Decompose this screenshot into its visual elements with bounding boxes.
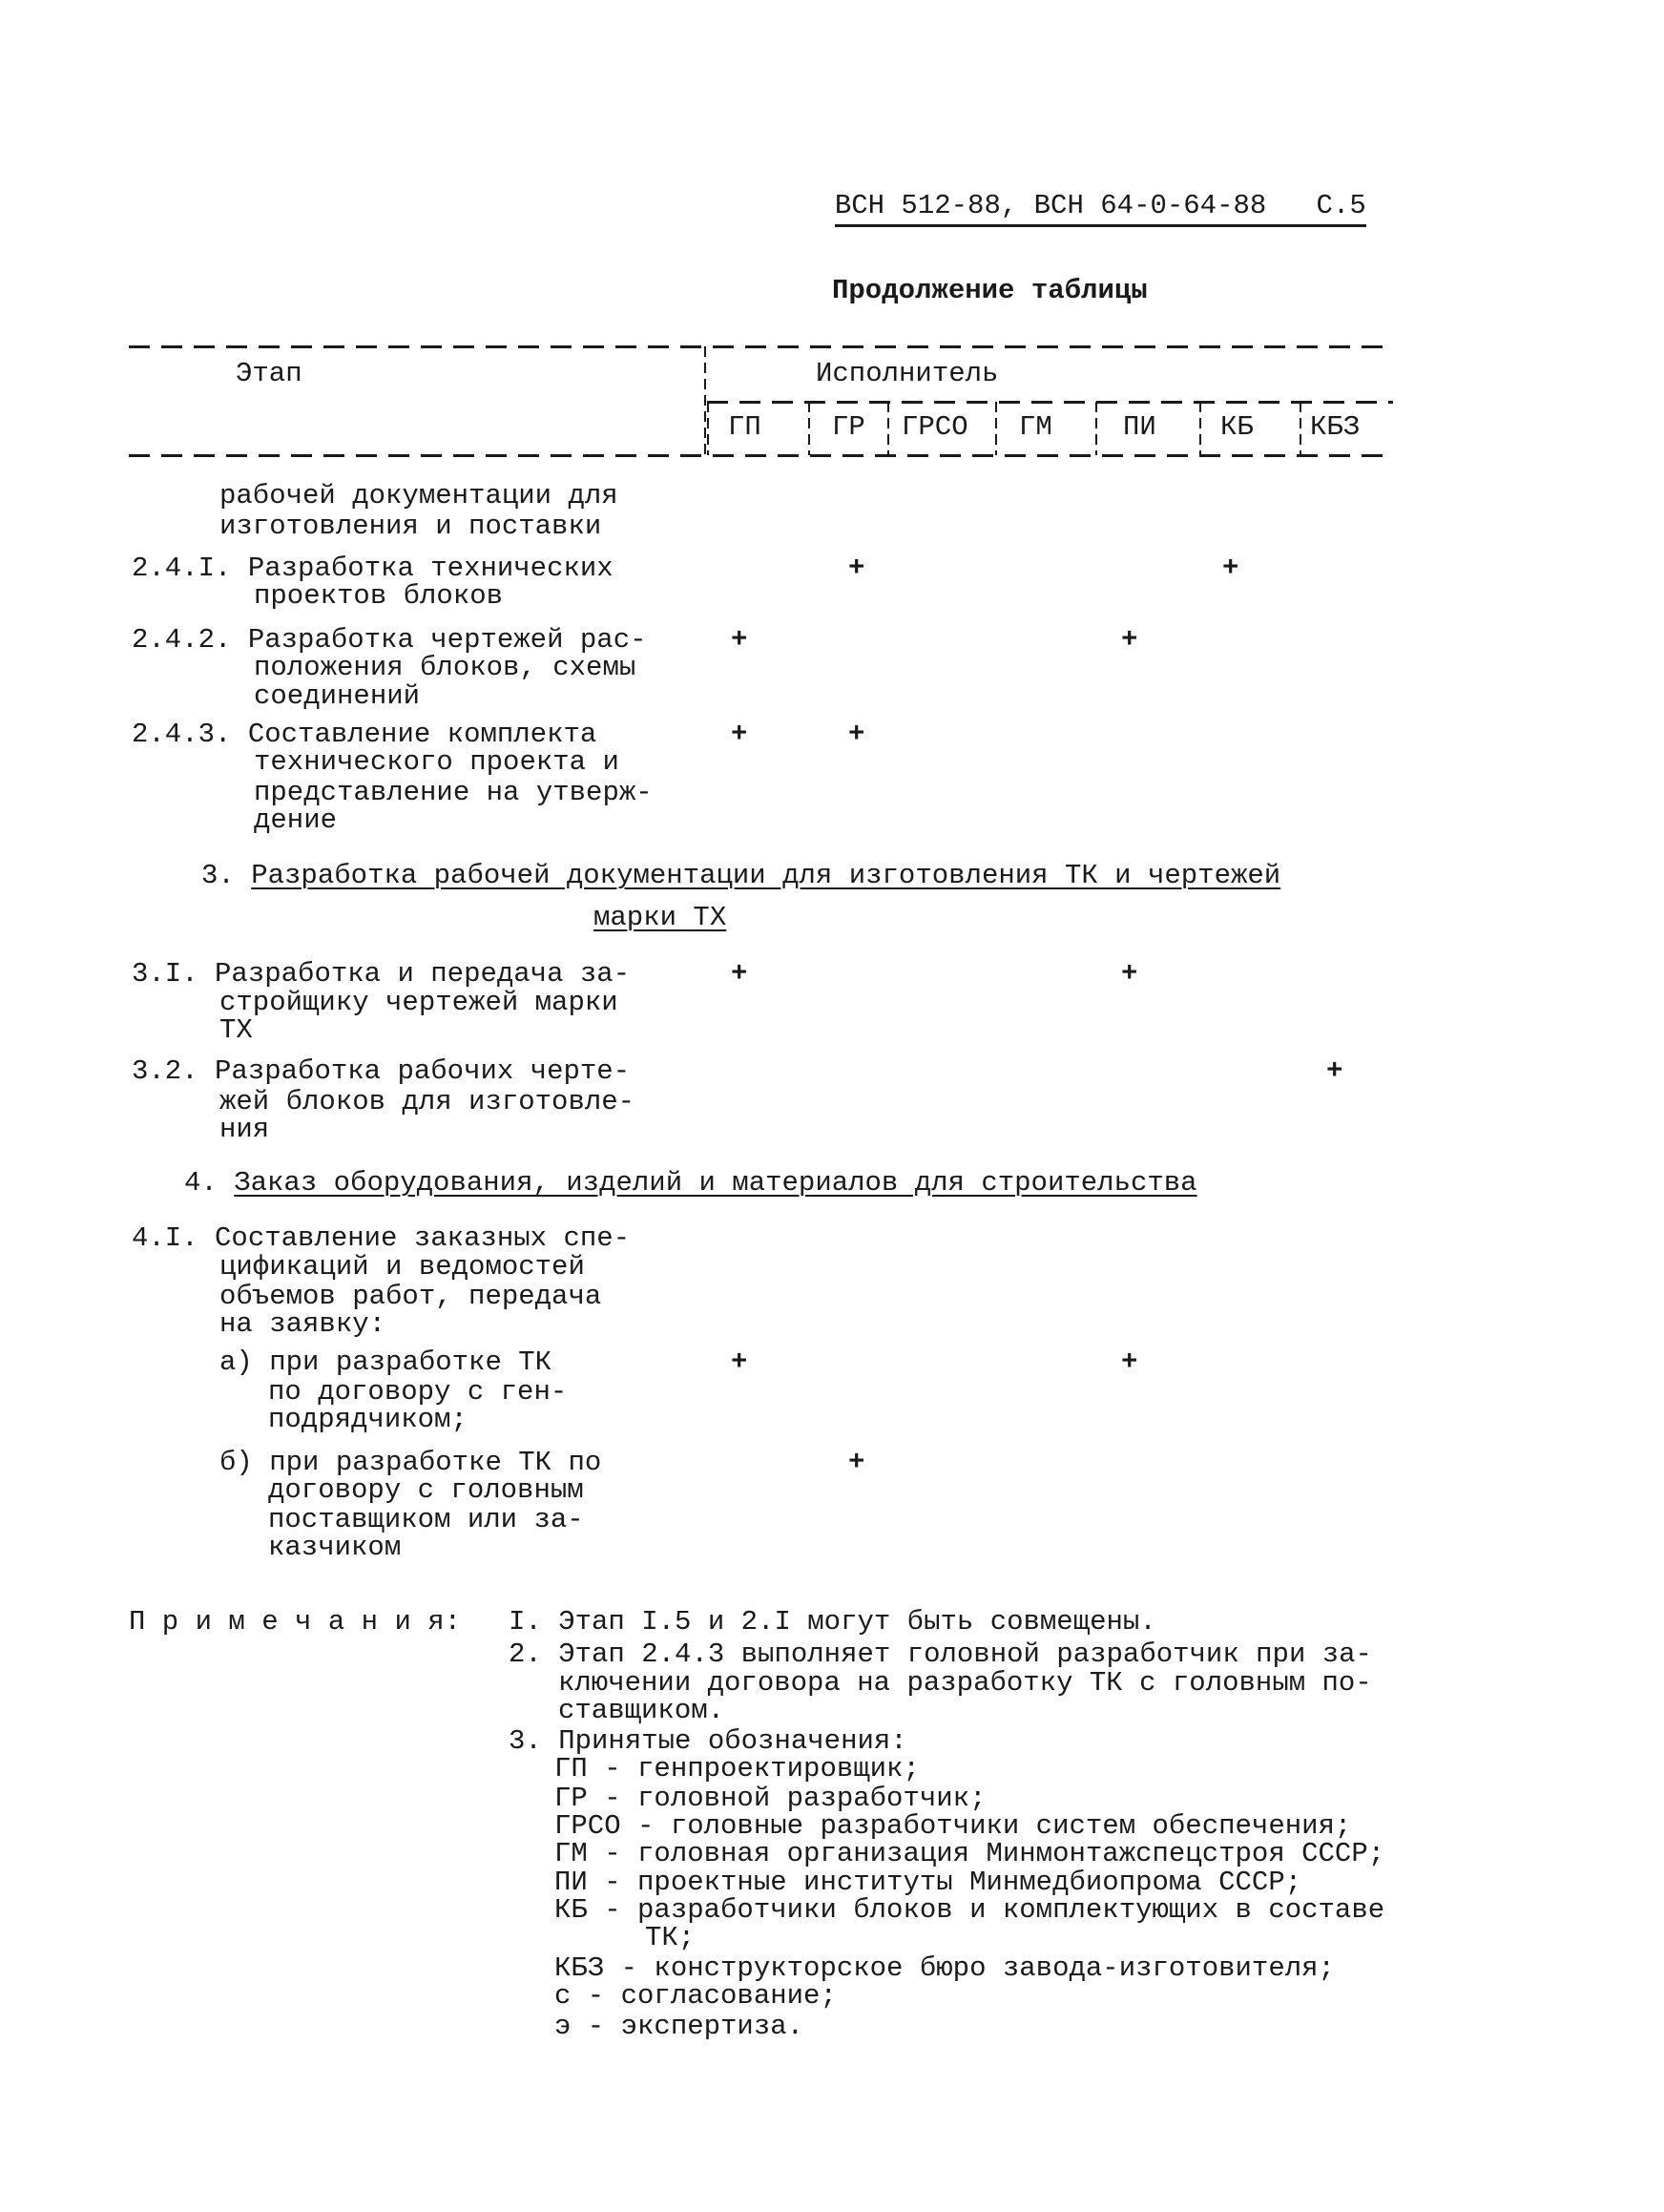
section-title: Заказ оборудования, изделий и материалов для строительства (234, 1167, 1197, 1199)
mark-plus: + (731, 1346, 748, 1378)
mark-plus: + (848, 553, 865, 584)
note-text: Этап 2.4.3 выполняет головной разработчик при за- (558, 1638, 1372, 1670)
stage-number: 3.I. (132, 958, 198, 990)
stage-text: изготовления и поставки (219, 511, 602, 542)
stage-row (132, 1224, 630, 1253)
note-item (509, 1608, 1156, 1637)
performer-kb: КБ (1220, 411, 1254, 443)
mark-plus: + (848, 719, 865, 750)
mark-plus: + (848, 1447, 865, 1478)
legend-entry: ГРСО - головные разработчики систем обеспечения; (554, 1810, 1352, 1842)
stage-text: Разработка рабочих черте- (215, 1055, 631, 1087)
stage-text: представление на утверж- (254, 777, 653, 808)
legend-entry: ГП - генпроектировщик; (554, 1753, 920, 1784)
stage-text: ТХ (219, 1014, 253, 1046)
stage-number: 4.I. (132, 1222, 198, 1254)
stage-text: стройщику чертежей марки (219, 987, 618, 1018)
column-header-performer: Исполнитель (816, 358, 999, 389)
stage-text: Разработка чертежей рас- (247, 624, 647, 656)
stage-text: проектов блоков (254, 580, 504, 612)
legend-entry-continuation: ТК; (645, 1922, 696, 1953)
table-caption: Продолжение таблицы (832, 275, 1148, 306)
stage-row (132, 720, 596, 749)
legend-entry: с - согласование; (554, 1980, 837, 2012)
performer-divider (1199, 402, 1201, 455)
section-heading (184, 1169, 1197, 1198)
section-title: Разработка рабочей документации для изготовления ТК и чертежей (251, 860, 1281, 891)
performer-gm: ГМ (1019, 411, 1052, 443)
performer-pi: ПИ (1123, 411, 1156, 443)
section-heading (201, 862, 1280, 890)
section-title: марки ТХ (593, 902, 727, 933)
note-item (509, 1727, 907, 1756)
stage-text: Разработка технических (247, 553, 614, 584)
stage-subrow (219, 1449, 601, 1477)
legend-entry: э - экспертиза. (554, 2011, 804, 2042)
note-number: 2. (509, 1638, 542, 1670)
stage-text: при разработке ТК (269, 1346, 552, 1378)
note-text: Этап I.5 и 2.I могут быть совмещены. (558, 1606, 1156, 1638)
stage-text: при разработке ТК по (269, 1447, 602, 1478)
stage-number: 2.4.2. (132, 624, 232, 656)
mark-plus: + (1121, 624, 1138, 656)
header-underline (835, 190, 1366, 227)
note-text: ключении договора на разработку ТК с головным по- (558, 1667, 1372, 1699)
stage-text: рабочей документации для (219, 480, 618, 511)
performer-gp: ГП (728, 411, 761, 443)
note-item (509, 1640, 1372, 1669)
note-text: Принятые обозначения: (558, 1725, 907, 1757)
section-number: 3. (201, 860, 235, 891)
stage-number: б) (219, 1447, 253, 1478)
page-header (801, 163, 1366, 220)
stage-text: договору с головным (268, 1474, 584, 1506)
stage-row (132, 554, 614, 583)
stage-text: Разработка и передача за- (215, 958, 631, 990)
stage-text: жей блоков для изготовле- (219, 1086, 635, 1117)
stage-number: 3.2. (132, 1055, 198, 1087)
legend-entry: ГР - головной разработчик; (554, 1783, 987, 1814)
performer-kbz: КБЗ (1310, 411, 1361, 443)
mark-plus: + (1326, 1055, 1343, 1087)
performer-gr: ГР (832, 411, 865, 443)
stage-number: 2.4.I. (132, 553, 232, 584)
stage-text: положения блоков, схемы (254, 652, 636, 683)
stage-row (132, 960, 630, 989)
stage-number: 2.4.3. (132, 719, 232, 750)
legend-entry: ПИ - проектные институты Минмедбиопрома СССР; (554, 1867, 1302, 1898)
document-code: ВСН 512-88, ВСН 64-0-64-88 (834, 190, 1267, 221)
table-top-rule (129, 345, 1393, 348)
performer-divider (1095, 402, 1097, 455)
performer-divider (995, 402, 997, 455)
table-column-divider (704, 346, 706, 455)
stage-text: цификаций и ведомостей (219, 1251, 585, 1283)
stage-text: технического проекта и (254, 746, 619, 778)
mark-plus: + (1121, 958, 1138, 990)
table-header-bottom-rule (129, 454, 1393, 457)
stage-row (132, 626, 647, 655)
stage-text: по договору с ген- (268, 1376, 568, 1408)
legend-entry: КБ - разработчики блоков и комплектующих в составе (554, 1894, 1385, 1926)
note-text: ставщиком. (558, 1695, 725, 1726)
stage-text: казчиком (268, 1532, 402, 1563)
note-number: I. (509, 1606, 542, 1638)
legend-entry: КБЗ - конструкторское бюро завода-изготовителя; (554, 1952, 1335, 1984)
notes-label: П р и м е ч а н и я: (129, 1606, 462, 1638)
stage-text: ния (219, 1114, 270, 1145)
legend-entry: ГМ - головная организация Минмонтажспецстроя СССР; (554, 1838, 1385, 1869)
note-number: 3. (509, 1725, 542, 1757)
mark-plus: + (1222, 553, 1239, 584)
stage-text: на заявку: (219, 1308, 386, 1340)
stage-text: Составление заказных спе- (215, 1222, 631, 1254)
stage-text: Составление комплекта (247, 719, 597, 750)
stage-text: поставщиком или за- (268, 1504, 584, 1535)
stage-text: соединений (254, 680, 421, 712)
page-number: С.5 (1316, 190, 1366, 221)
mark-plus: + (731, 958, 748, 990)
performer-divider (887, 402, 889, 455)
mark-plus: + (731, 719, 748, 750)
stage-number: а) (219, 1346, 253, 1378)
performer-divider (1300, 402, 1301, 455)
mark-plus: + (1121, 1346, 1138, 1378)
stage-text: дение (254, 804, 338, 836)
performer-divider (707, 402, 709, 455)
performer-grso: ГРСО (902, 411, 968, 443)
stage-row (132, 1057, 630, 1086)
mark-plus: + (731, 624, 748, 656)
column-header-stage: Этап (236, 358, 302, 389)
stage-text: объемов работ, передача (219, 1281, 602, 1312)
performer-divider (808, 402, 810, 455)
stage-text: подрядчиком; (268, 1404, 468, 1435)
stage-subrow (219, 1348, 551, 1377)
section-number: 4. (184, 1167, 218, 1199)
